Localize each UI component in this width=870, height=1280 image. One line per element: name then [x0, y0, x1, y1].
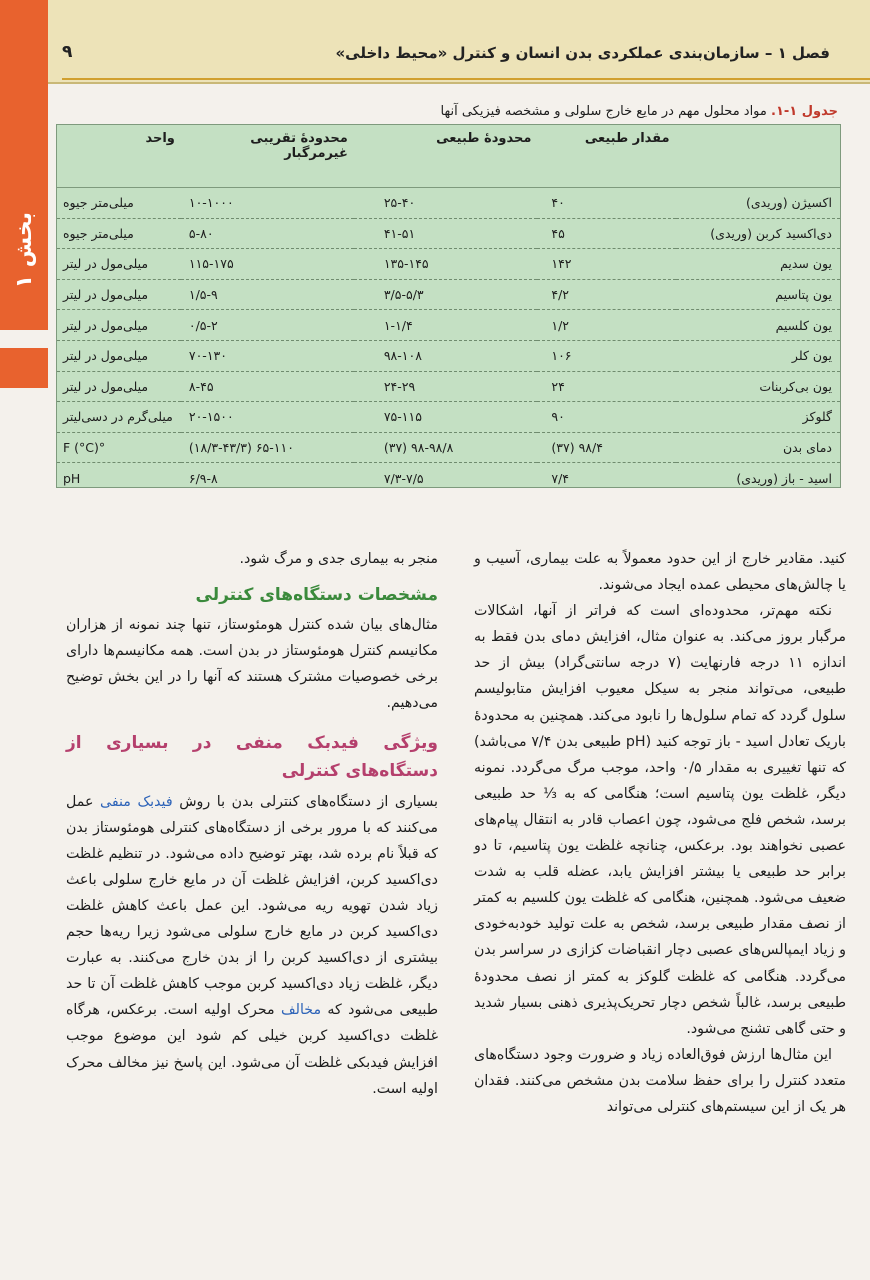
- header-empty: [676, 125, 840, 188]
- side-tab: [0, 160, 48, 340]
- solutes-data-table: [57, 125, 840, 493]
- key-term: فیدبک منفی: [100, 793, 173, 810]
- text-run: عمل می‌کنند که با مرور برخی از دستگاه‌های کنترلی هومئوستاز بدن که قبلاً نام برده شد، بهتر توضیح داده می‌شود. در تنظیم غلظت دی‌اکسید کربن، افزایش غلظت آن در مایع خارج سلولی باعث زیاد شدن تهویه ریه می‌شود. این عمل باعث کاهش غلظت دی‌اکسید کربن در مایع خارج سلولی می‌شود زیرا ریه‌ها حجم بیشتری از دی‌اکسید کربن را از بدن خارج می‌کنند. به عبارت دیگر، غلظت زیاد دی‌اکسید کربن موجب کاهش غلظت آن تا حد طبیعی می‌شود که: [66, 793, 439, 1019]
- cell-lethal-range: ۱۰-۱۰۰۰: [181, 188, 354, 219]
- header-normal-range: محدودهٔ طبیعی: [354, 125, 538, 188]
- cell-lethal-range: ۶۵-۱۱۰ (۱۸/۳-۴۳/۳): [181, 432, 354, 463]
- cell-normal-value: ۴۵: [537, 218, 675, 249]
- cell-normal-range: ۱-۱/۴: [354, 310, 538, 341]
- text-run: محرک اولیه است. برعکس، هرگاه غلظت دی‌اکسید کربن خیلی کم شود این موضوع موجب افزایش فیدبکی غلظت آن می‌شود. این پاسخ نیز مخالف محرک اولیه است.: [66, 1002, 438, 1097]
- cell-normal-range: ۷/۳-۷/۵: [383, 470, 424, 486]
- cell-normal-range: ۲۵-۴۰: [354, 188, 538, 219]
- cell-solute-name: یون بی‌کربنات: [676, 371, 840, 402]
- cell-unit: میلی‌مول در لیتر: [57, 340, 181, 371]
- paragraph: کنید. مقادیر خارج از این حدود معمولاً به علت بیماری، آسیب و یا چالش‌های محیطی عمده ایجاد می‌شوند.: [474, 551, 846, 594]
- cell-solute-name: دی‌اکسید کربن (وریدی): [676, 218, 840, 249]
- key-term: مخالف: [280, 1002, 322, 1019]
- cell-solute-name: یون کلسیم: [676, 310, 840, 341]
- cell-unit: میلی‌متر جیوه: [57, 218, 181, 249]
- side-tab-label: بخش ۱: [11, 211, 37, 289]
- header-normal-value: مقدار طبیعی: [537, 125, 675, 188]
- cell-unit: میلی‌گرم در دسی‌لیتر: [57, 402, 181, 433]
- table-caption-label: جدول ۱-۱.: [771, 104, 838, 119]
- paragraph: منجر به بیماری جدی و مرگ شود.: [239, 551, 438, 567]
- table-caption: [58, 104, 838, 119]
- cell-solute-name: یون سدیم: [676, 249, 840, 280]
- table-row: [57, 463, 840, 493]
- cell-unit: میلی‌مول در لیتر: [57, 310, 181, 341]
- cell-normal-range: ۴۱-۵۱: [354, 218, 538, 249]
- cell-lethal-range: ۱/۵-۹: [181, 279, 354, 310]
- table-caption-text: مواد محلول مهم در مایع خارج سلولی و مشخصه فیزیکی آنها: [440, 104, 771, 119]
- page-header: [48, 0, 870, 84]
- side-tab-marker: [0, 348, 48, 388]
- paragraph: این مثال‌ها ارزش فوق‌العاده زیاد و ضرورت وجود دستگاه‌های متعدد کنترل را برای حفظ سلامت بدن مشخص می‌کنند. فقدان هر یک از این سیستم‌های کنترلی می‌تواند: [474, 1046, 846, 1115]
- solutes-table: [56, 124, 841, 488]
- cell-normal-value: ۹۰: [537, 402, 675, 433]
- paragraph: [66, 789, 438, 1102]
- cell-normal-range: ۹۸-۱۰۸: [354, 340, 538, 371]
- cell-normal-range: ۹۸-۹۸/۸ (۳۷): [354, 432, 538, 463]
- cell-normal-value: ۹۸/۴ (۳۷): [537, 432, 675, 463]
- cell-normal-value: ۱/۲: [537, 310, 675, 341]
- cell-solute-name: دمای بدن: [676, 432, 840, 463]
- table-row: [57, 432, 840, 463]
- cell-lethal-range: ۱۱۵-۱۷۵: [181, 249, 354, 280]
- table-row: [57, 188, 840, 219]
- cell-solute-name: یون پتاسیم: [676, 279, 840, 310]
- cell-lethal-range: ۶/۹-۸: [188, 470, 218, 486]
- cell-lethal-range: ۸-۴۵: [181, 371, 354, 402]
- cell-normal-range: ۳/۵-۵/۳: [354, 279, 538, 310]
- section-heading: ویژگی فیدبک منفی در بسیاری از دستگاه‌های کنترلی: [66, 732, 438, 781]
- cell-lethal-range: ۵-۸۰: [181, 218, 354, 249]
- cell-lethal-range: ۷۰-۱۳۰: [181, 340, 354, 371]
- paragraph: نکته مهم‌تر، محدوده‌ای است که فراتر از آنها، اشکالات مرگبار بروز می‌کند. به عنوان مثال، افزایش دمای بدن فقط به اندازه ۱۱ درجه فارنهایت (۷ درجه سانتی‌گراد) بیش از حد طبیعی، می‌تواند منجر به سیکل معیوب افزایش متابولیسم سلول گردد که تمام سلول‌ها را نابود می‌کند. همچنین به محدودهٔ باریک تعادل اسید - باز توجه کنید (pH طبیعی بدن ۷/۴ می‌باشد) که تنها تغییری به مقدار ۰/۵ واحد، موجب مرگ می‌گردد. نمونه دیگر، غلظت یون پتاسیم است؛ هنگامی که به ⅓ حد طبیعی برسد، شخص فلج می‌شود، چون اعصاب قادر به انتقال پیام‌های عصبی نخواهند بود. برعکس، چنانچه غلظت یون پتاسیم، تا دو برابر حد طبیعی یا بیشتر افزایش یابد، عضله قلب به شدت ضعیف می‌شود. همچنین، هنگامی که غلظت یون کلسیم به کمتر از نصف مقدار طبیعی برسد، شخص به علت تولید خودبه‌خودی و زیاد ایمپالس‌های عصبی دچار انقباضات کزازی در سراسر بدن می‌گردد. هنگامی که غلظت گلوکز به کمتر از نصف محدودهٔ طبیعی برسد، غالباً شخص دچار تحریک‌پذیری ذهنی بسیار شدید و حتی گاهی تشنج می‌شود.: [474, 603, 846, 1037]
- cell-unit: میلی‌مول در لیتر: [57, 249, 181, 280]
- table-row: [57, 340, 840, 371]
- table-row: [57, 279, 840, 310]
- cell-solute-name: اسید - باز (وریدی): [736, 470, 832, 486]
- cell-normal-value: ۴/۲: [537, 279, 675, 310]
- cell-unit: میلی‌مول در لیتر: [57, 279, 181, 310]
- section-heading: مشخصات دستگاه‌های کنترلی: [195, 585, 438, 606]
- right-column: [474, 546, 846, 1120]
- cell-normal-range: ۷۵-۱۱۵: [354, 402, 538, 433]
- cell-unit: pH: [63, 470, 81, 486]
- cell-normal-value: ۲۴: [537, 371, 675, 402]
- cell-normal-value: ۷/۴: [551, 470, 570, 486]
- cell-unit: میلی‌مول در لیتر: [57, 371, 181, 402]
- cell-unit: °F (°C): [57, 432, 181, 463]
- cell-normal-range: ۱۳۵-۱۴۵: [354, 249, 538, 280]
- cell-normal-value: ۴۰: [537, 188, 675, 219]
- page-number: ۹: [62, 42, 73, 62]
- cell-lethal-range: ۰/۵-۲: [181, 310, 354, 341]
- table-row: [57, 402, 840, 433]
- header-lethal-range: محدودهٔ تقریبی غیرمرگبار: [181, 125, 354, 188]
- cell-normal-value: ۱۰۶: [537, 340, 675, 371]
- table-header-row: [57, 125, 840, 188]
- cell-solute-name: گلوکز: [676, 402, 840, 433]
- header-rule: [62, 78, 870, 80]
- table-row: [57, 310, 840, 341]
- cell-lethal-range: ۲۰-۱۵۰۰: [181, 402, 354, 433]
- cell-normal-value: ۱۴۲: [537, 249, 675, 280]
- chapter-title: فصل ۱ – سازمان‌بندی عملکردی بدن انسان و کنترل «محیط داخلی»: [335, 44, 830, 62]
- table-row: [57, 371, 840, 402]
- table-row: [57, 218, 840, 249]
- cell-normal-range: ۲۴-۲۹: [354, 371, 538, 402]
- table-row: [57, 249, 840, 280]
- cell-unit: میلی‌متر جیوه: [57, 188, 181, 219]
- paragraph: مثال‌های بیان شده کنترل هومئوستاز، تنها چند نمونه از هزاران مکانیسم کنترل هومئوستاز در بدن است. همه مکانیسم‌ها دارای برخی خصوصیات مشترک هستند که آنها را در این بخش توضیح می‌دهیم.: [66, 617, 438, 712]
- cell-solute-name: یون کلر: [676, 340, 840, 371]
- header-unit: واحد: [57, 125, 181, 188]
- cell-solute-name: اکسیژن (وریدی): [676, 188, 840, 219]
- text-run: بسیاری از دستگاه‌های کنترلی بدن با روش: [172, 793, 439, 810]
- left-column: [66, 546, 438, 1102]
